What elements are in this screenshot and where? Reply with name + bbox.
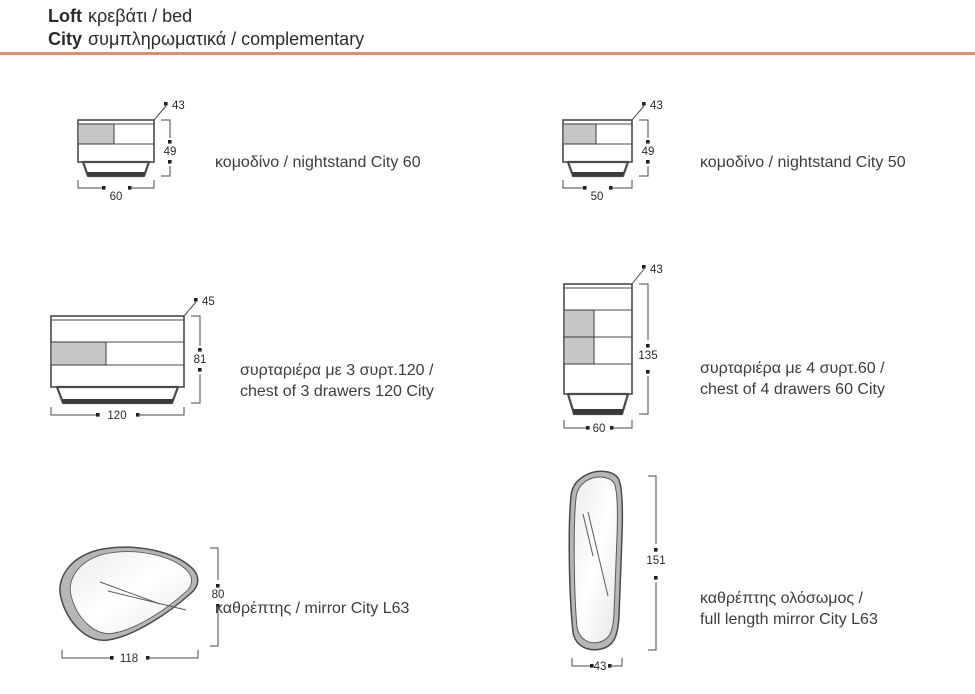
drawer-front-gray (51, 342, 106, 365)
dim-height: 81 (193, 354, 207, 366)
height-dimension (639, 120, 654, 176)
furniture-front-view (51, 316, 184, 403)
dim-bracket-top (639, 120, 648, 138)
width-dimension (51, 407, 184, 422)
label-line-2: chest of 4 drawers 60 City (700, 381, 885, 398)
drawer-front-gray (563, 124, 596, 144)
item-label-nightstand-50 (700, 152, 906, 173)
dim-dot (146, 656, 150, 660)
item-label-chest-60 (700, 358, 885, 400)
dim-dot (198, 368, 202, 372)
drawer-front-gray (564, 310, 594, 337)
dim-bracket-bottom (639, 376, 648, 414)
series-desc-loft: κρεβάτι / bed (87, 6, 193, 26)
dim-width: 60 (109, 191, 123, 203)
base-plinth-shadow (572, 172, 624, 176)
depth-dimension (632, 264, 663, 284)
dim-bracket-right (140, 407, 184, 415)
label-line-1: κομοδίνο / nightstand City 50 (700, 154, 906, 171)
dim-bracket-right (612, 658, 622, 666)
dim-leader-line (632, 269, 644, 284)
base-plinth-shadow (573, 409, 623, 414)
dim-bracket-top (191, 316, 200, 346)
mirror-glass (70, 552, 191, 634)
series-name-city: City (48, 29, 83, 49)
height-dimension (210, 548, 224, 646)
dim-dot (654, 548, 658, 552)
nightstand-50-drawing (537, 86, 727, 214)
header-line-2 (48, 28, 364, 51)
width-dimension (78, 180, 154, 203)
dim-dot (216, 584, 220, 588)
label-line-2: full length mirror City L63 (700, 611, 878, 628)
mirror-front-view (569, 471, 622, 649)
dim-dot (646, 370, 650, 374)
dim-leader-line (632, 106, 644, 120)
dim-bracket-bottom (161, 166, 170, 176)
mirror-front-view (60, 547, 198, 640)
height-dimension (191, 316, 206, 403)
dim-dot (586, 426, 590, 430)
dim-depth: 45 (202, 296, 215, 308)
item-full-mirror-l63 (556, 464, 701, 687)
drawer-front-gray (564, 337, 594, 364)
mirror-glass (574, 477, 617, 643)
dim-depth: 43 (650, 100, 663, 112)
full-mirror-l63-drawing (556, 464, 701, 682)
height-dimension (638, 284, 657, 414)
dim-bracket-top (639, 284, 648, 340)
item-nightstand-50 (537, 86, 727, 219)
dim-dot (642, 102, 646, 106)
depth-dimension (154, 100, 185, 120)
dim-leader-line (154, 106, 166, 120)
dim-dot (198, 348, 202, 352)
header-line-1 (48, 5, 364, 28)
dim-height: 80 (211, 589, 225, 601)
dim-bracket-top (161, 120, 170, 138)
dim-dot (654, 576, 658, 580)
dim-bracket-bottom (191, 374, 200, 403)
dim-bracket-right (150, 650, 198, 658)
dim-dot (646, 140, 650, 144)
dim-width: 43 (593, 661, 607, 673)
dim-height: 49 (641, 146, 655, 158)
nightstand-60-drawing (52, 86, 242, 214)
width-dimension (564, 420, 632, 435)
dim-dot (610, 426, 614, 430)
item-label-nightstand-60 (215, 152, 421, 173)
dim-height: 151 (646, 555, 666, 567)
furniture-front-view (78, 120, 154, 176)
drawer-front-gray (78, 124, 114, 144)
series-desc-city: συμπληρωματικά / complementary (88, 29, 365, 49)
dim-dot (609, 186, 613, 190)
label-line-1: συρταριέρα με 4 συρτ.60 / (700, 360, 885, 377)
furniture-front-view (564, 284, 632, 414)
dim-bracket-right (132, 180, 154, 188)
dim-leader-line (184, 302, 196, 316)
label-line-1: συρταριέρα με 3 συρτ.120 / (240, 362, 434, 379)
base-plinth-shadow (62, 399, 173, 403)
item-label-full-mirror-l63 (700, 588, 878, 630)
dim-width: 60 (592, 423, 606, 435)
dim-bracket-left (563, 180, 585, 188)
item-chest-60 (538, 246, 743, 451)
label-line-2: chest of 3 drawers 120 City (240, 383, 434, 400)
dim-bracket-bottom (639, 166, 648, 176)
dim-dot (102, 186, 106, 190)
dim-depth: 43 (650, 264, 663, 276)
dim-depth: 43 (172, 100, 185, 112)
dim-bracket-right (614, 420, 632, 428)
dim-bracket-top (648, 476, 656, 544)
dim-bracket-left (572, 658, 590, 666)
dim-dot (583, 186, 587, 190)
width-dimension (572, 658, 622, 673)
series-name-loft: Loft (48, 6, 82, 26)
item-mirror-l63 (38, 534, 243, 674)
label-line-1: καθρέπτης / mirror City L63 (215, 600, 410, 617)
dim-dot (128, 186, 132, 190)
dim-bracket-top (210, 548, 218, 580)
base-plinth-shadow (87, 172, 145, 176)
header-underline (0, 52, 975, 55)
dim-width: 120 (107, 410, 127, 422)
dim-bracket-left (51, 407, 98, 415)
dim-dot (164, 102, 168, 106)
dim-bracket-left (78, 180, 104, 188)
height-dimension (161, 120, 176, 176)
dim-dot (646, 160, 650, 164)
height-dimension (646, 476, 665, 650)
dim-dot (110, 656, 114, 660)
page-header (48, 5, 364, 51)
width-dimension (62, 650, 198, 665)
item-label-chest-120 (240, 360, 434, 402)
dim-dot (96, 413, 100, 417)
dim-bracket-left (62, 650, 112, 658)
chest-60-drawing (538, 246, 743, 446)
dim-height: 135 (638, 350, 658, 362)
depth-dimension (184, 296, 215, 316)
dim-dot (168, 160, 172, 164)
dim-dot (642, 265, 646, 269)
dim-dot (136, 413, 140, 417)
furniture-front-view (563, 120, 632, 176)
dim-width: 50 (590, 191, 604, 203)
dim-bracket-left (564, 420, 588, 428)
dim-bracket-right (613, 180, 632, 188)
dim-width: 118 (119, 653, 139, 665)
label-line-1: καθρέπτης ολόσωμος / (700, 590, 863, 607)
dim-bracket-bottom (648, 582, 656, 650)
dim-height: 49 (163, 146, 177, 158)
depth-dimension (632, 100, 663, 120)
mirror-l63-drawing (38, 534, 243, 669)
item-label-mirror-l63 (215, 598, 409, 619)
dim-dot (608, 664, 612, 668)
width-dimension (563, 180, 632, 203)
dim-dot (194, 298, 198, 302)
item-nightstand-60 (52, 86, 242, 219)
dim-dot (646, 344, 650, 348)
item-chest-120 (28, 284, 258, 444)
dim-dot (168, 140, 172, 144)
chest-120-drawing (28, 284, 258, 439)
label-line-1: κομοδίνο / nightstand City 60 (215, 154, 421, 171)
